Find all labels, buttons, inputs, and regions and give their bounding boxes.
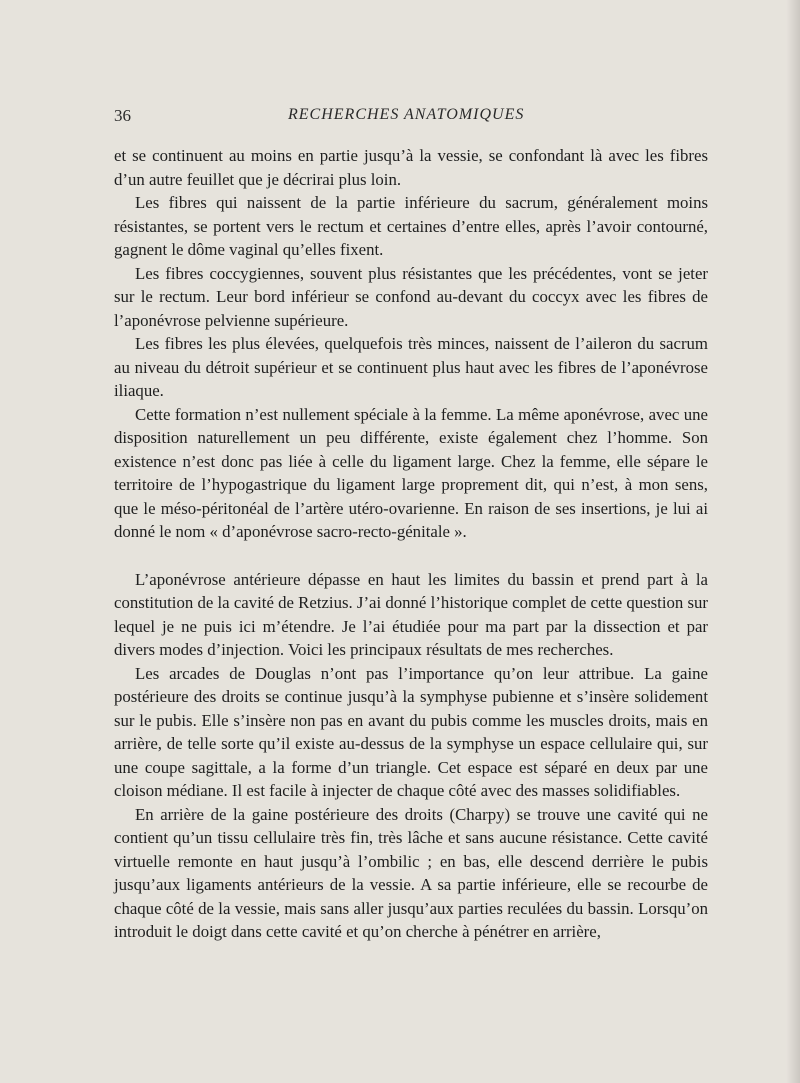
- paragraph-sacral-fibres: Les fibres qui naissent de la partie inférieure du sacrum, généralement moins résistantes, se portent vers le rectum et certaines d’entre elles, après l’avoir contourné, gagnent le dôme vaginal qu’elles fixent.: [114, 193, 708, 259]
- paragraph-anterior-aponeurosis: L’aponévrose antérieure dépasse en haut les limites du bassin et prend part à la constitution de la cavité de Retzius. J’ai donné l’historique complet de cette question sur lequel je ne puis ici m’étendre. Je l’ai étudiée pour ma part par la dissection et par divers modes d’injection. Voici les principaux résultats de mes recherches.: [114, 569, 708, 659]
- body-text: [114, 144, 708, 944]
- page-header: [114, 106, 708, 130]
- paragraph-continuation: et se continuent au moins en partie jusqu’à la vessie, se confondant là avec les fibres d’un autre feuillet que je décrirai plus loin.: [114, 146, 708, 189]
- running-title: RECHERCHES ANATOMIQUES: [288, 106, 525, 123]
- paragraph-upper-fibres: Les fibres les plus élevées, quelquefois très minces, naissent de l’aileron du sacrum au niveau du détroit supérieur et se continuent plus haut avec les fibres de l’aponévrose iliaque.: [114, 334, 708, 400]
- paragraph-retzius-cavity: En arrière de la gaine postérieure des droits (Charpy) se trouve une cavité qui ne contient qu’un tissu cellulaire très fin, très lâche et sans aucune résistance. Cette cavité virtuelle remonte en haut jusqu’à l’ombilic ; en bas, elle descend derrière le pubis jusqu’aux ligaments antérieurs de la vessie. A sa partie inférieure, elle se recourbe de chaque côté de la vessie, mais sans aller jusqu’aux parties reculées du bassin. Lorsqu’on introduit le doigt dans cette cavité et qu’on cherche à pénétrer en arrière,: [114, 804, 708, 941]
- paragraph-coccygeal-fibres: Les fibres coccygiennes, souvent plus résistantes que les précédentes, vont se jeter sur le rectum. Leur bord inférieur se confond au-devant du coccyx avec les fibres de l’aponévrose pelvienne supérieure.: [114, 263, 708, 330]
- paragraph-formation: Cette formation n’est nullement spéciale à la femme. La même aponévrose, avec une disposition naturellement un peu différente, existe également chez l’homme. Son existence n’est donc pas liée à celle du ligament large. Chez la femme, elle sépare le territoire de l’hypogastrique du ligament large proprement dit, qui n’est, à mon sens, que le méso-péritonéal de l’artère utéro-ovarienne. En raison de ses insertions, je lui ai donné le nom « d’aponévrose sacro-recto-génitale ».: [114, 404, 708, 541]
- page-number: 36: [114, 106, 131, 125]
- paragraph-douglas-arcades: Les arcades de Douglas n’ont pas l’importance qu’on leur attribue. La gaine postérieure des droits se continue jusqu’à la symphyse pubienne et s’insère solidement sur le pubis. Elle s’insère non pas en avant du pubis comme les muscles droits, mais en arrière, de telle sorte qu’il existe au-dessus de la symphyse un espace cellulaire qui, sur une coupe sagittale, a la forme d’un triangle. Cet espace est séparé en deux par une cloison médiane. Il est facile à injecter de chaque côté avec des masses solidifiables.: [114, 663, 708, 800]
